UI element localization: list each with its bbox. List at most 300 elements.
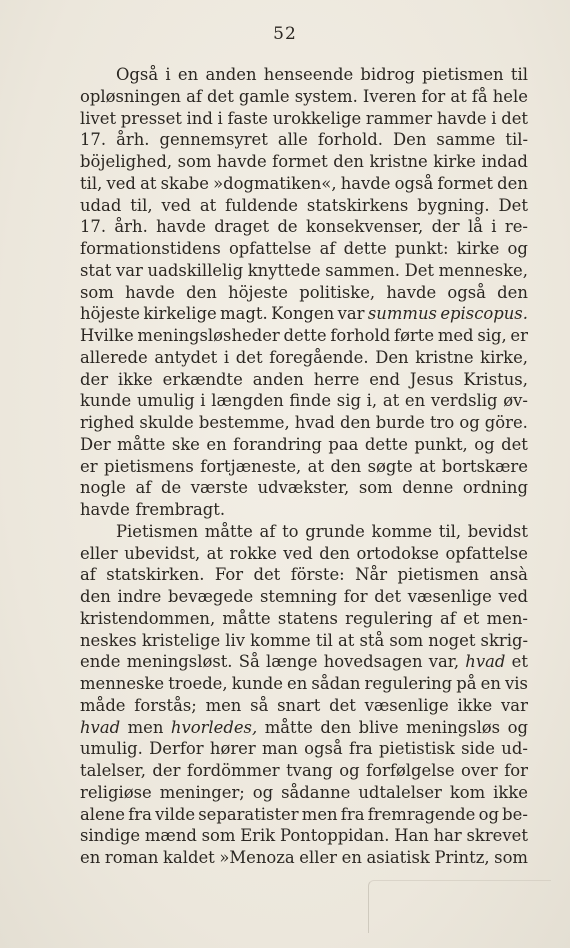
word: ortodokse: [356, 543, 439, 563]
word: den: [497, 282, 528, 302]
word: så: [250, 695, 269, 715]
word: allerede: [80, 347, 148, 367]
word: urokkelige: [272, 108, 362, 128]
word: for: [421, 86, 446, 106]
word: over: [461, 761, 498, 780]
word: asiatisk: [366, 848, 430, 867]
word: forhold.: [317, 130, 383, 150]
word: forhold: [330, 326, 391, 345]
word: de: [160, 478, 182, 498]
word: umulig: [136, 391, 195, 411]
word: menneske,: [438, 260, 528, 280]
word: udvækster,: [257, 478, 350, 498]
word: sådan: [311, 674, 361, 693]
word: Også: [116, 65, 159, 84]
word: ind: [186, 108, 213, 128]
word: den: [330, 456, 362, 476]
word: eller: [299, 848, 338, 867]
word: førte: [394, 326, 435, 345]
word: ikke: [457, 695, 493, 715]
word: ikke: [493, 782, 528, 802]
word: længden: [211, 391, 284, 411]
word: var,: [428, 652, 460, 672]
word: ved: [161, 195, 191, 215]
word: bidrog: [360, 65, 415, 84]
word: komme: [371, 521, 433, 541]
word: det: [501, 434, 528, 454]
word: ende: [80, 652, 121, 672]
word: statskirkens: [306, 195, 409, 215]
word: menneske: [80, 674, 165, 693]
word: også: [447, 282, 486, 302]
word: separatister: [198, 804, 299, 824]
word: af: [440, 608, 456, 628]
text-line: [80, 456, 528, 478]
word: som: [389, 630, 424, 650]
word: eller: [80, 543, 118, 563]
text-line: [80, 412, 528, 434]
word: af: [80, 565, 96, 585]
word: kunde: [80, 391, 132, 411]
word: i: [223, 347, 230, 367]
word: dette: [343, 239, 387, 258]
word: religiøse: [80, 782, 152, 802]
word: kirke,: [480, 347, 528, 367]
word: troede,: [168, 674, 228, 693]
word: det: [207, 86, 234, 106]
word: en: [177, 65, 199, 84]
word: verdslig: [430, 391, 498, 411]
word: hvorledes,: [170, 717, 258, 737]
word: punkt,: [414, 434, 468, 454]
word: havde: [156, 217, 206, 237]
word: og: [474, 434, 495, 454]
word: sig,: [477, 326, 507, 345]
word: det: [501, 108, 528, 128]
word: skrig-: [480, 630, 528, 650]
word: som: [201, 826, 236, 846]
word: det: [374, 587, 402, 606]
word: hele: [492, 86, 528, 106]
word: tro: [429, 413, 455, 432]
word: der: [80, 369, 109, 389]
text-line: [80, 738, 528, 760]
word: kunde: [231, 674, 283, 693]
word: re-: [504, 217, 528, 237]
word: også: [394, 173, 434, 193]
word: forfølgelse: [366, 761, 455, 780]
word: lå: [467, 217, 483, 237]
text-line: [80, 195, 528, 217]
word: anden: [205, 65, 257, 84]
word: Pietismen: [116, 521, 199, 541]
word: havde: [216, 152, 267, 171]
word: dette: [364, 434, 408, 454]
word: blive: [358, 717, 399, 737]
word: kirke: [433, 152, 476, 171]
word: et: [463, 608, 480, 628]
word: sindige: [80, 826, 141, 846]
word: få: [471, 86, 488, 106]
text-line: [80, 477, 528, 499]
word: man: [261, 739, 298, 759]
word: forstås;: [134, 695, 197, 715]
word: de: [277, 217, 298, 237]
text-line: [80, 586, 528, 608]
word: samme: [436, 130, 496, 150]
word: episcopus.: [440, 304, 528, 324]
word: Det: [498, 195, 528, 215]
text-line: [80, 216, 528, 238]
word: at: [419, 456, 436, 476]
text-line: [80, 630, 528, 652]
word: væsenlige: [364, 695, 449, 715]
word: draget: [214, 217, 270, 237]
word: årh.: [114, 217, 148, 237]
word: den: [333, 152, 364, 171]
word: ved: [498, 587, 528, 606]
word: opfattelse: [445, 543, 528, 563]
word: har: [433, 826, 462, 846]
word: den: [339, 413, 371, 432]
word: finde: [289, 391, 332, 411]
word: som: [80, 282, 114, 302]
word: system.: [294, 86, 358, 106]
page-number: 52: [273, 24, 297, 44]
word: længe: [266, 652, 318, 672]
word: Det: [404, 260, 435, 280]
word: presset: [120, 108, 182, 128]
word: af: [319, 239, 336, 258]
word: fra: [349, 739, 373, 759]
word: og: [507, 717, 528, 737]
word: sådanne: [281, 782, 351, 802]
word: Derfor: [149, 739, 204, 759]
word: er: [510, 326, 528, 345]
text-line: [80, 86, 528, 108]
word: konsekvenser,: [305, 217, 424, 237]
word: erkændte: [162, 369, 243, 389]
word: umulig.: [80, 739, 143, 759]
text-line: [80, 717, 528, 739]
word: kaldet: [163, 848, 215, 867]
word: fra: [128, 804, 152, 824]
word: ordning: [462, 478, 528, 498]
word: kristendommen,: [80, 608, 216, 628]
word: göre.: [484, 413, 528, 432]
word: regulering: [364, 674, 453, 693]
word: vilde: [155, 804, 196, 824]
word: stat: [80, 260, 112, 280]
word: 17.: [80, 217, 107, 237]
word: meningsløs: [406, 717, 501, 737]
word: et: [511, 652, 528, 672]
text-line: [80, 608, 528, 630]
word: det: [235, 347, 263, 367]
word: ved: [106, 173, 136, 193]
word: be-: [502, 804, 528, 824]
word: den: [497, 173, 528, 193]
text-line: [80, 325, 528, 347]
word: snart: [277, 695, 321, 715]
word: af: [186, 86, 202, 106]
word: og: [478, 804, 499, 824]
word: sammen.: [325, 260, 400, 280]
word: anden: [252, 369, 304, 389]
word: alene: [80, 804, 125, 824]
word: statens: [277, 608, 338, 628]
word: formet: [437, 173, 493, 193]
word: paa: [328, 434, 359, 454]
word: noget: [428, 630, 476, 650]
word: en: [80, 848, 101, 867]
word: men: [205, 695, 242, 715]
word: indre: [117, 587, 162, 606]
word: hvad: [294, 413, 335, 432]
word: i: [491, 108, 497, 128]
word: hvad: [80, 717, 121, 737]
text-line: [80, 434, 528, 456]
word: måde: [80, 695, 126, 715]
word: henseende: [263, 65, 354, 84]
word: udtalelser: [358, 782, 442, 802]
word: pietismen: [422, 65, 504, 84]
word: kirkelige: [143, 304, 217, 324]
text-line: [80, 521, 528, 543]
word: og: [339, 761, 360, 780]
word: stemning: [259, 587, 338, 606]
word: bygning.: [417, 195, 490, 215]
word: vis: [504, 674, 528, 693]
word: summus: [367, 304, 437, 324]
word: kom: [449, 782, 486, 802]
text-line: [80, 651, 528, 673]
word: righed: [80, 413, 135, 432]
word: der: [152, 761, 181, 780]
word: og: [507, 239, 528, 258]
word: skabe: [160, 173, 209, 193]
word: for: [504, 761, 528, 780]
word: fremragende: [367, 804, 476, 824]
word: som: [494, 848, 528, 867]
word: förste:: [290, 565, 345, 585]
word: Kristus,: [463, 369, 528, 389]
word: havde: [386, 282, 437, 302]
word: årh.: [116, 130, 150, 150]
word: kirke: [456, 239, 500, 258]
word: alle: [277, 130, 308, 150]
word: der: [431, 217, 460, 237]
word: måtte: [222, 608, 271, 628]
word: hovedsagen: [323, 652, 423, 672]
word: på: [456, 674, 477, 693]
word: side: [461, 739, 495, 759]
word: pietismen: [397, 565, 479, 585]
word: måtte: [204, 521, 253, 541]
word: Han: [394, 826, 429, 846]
word: fordömmer: [186, 761, 280, 780]
word: Så: [238, 652, 260, 672]
word: havde: [340, 173, 391, 193]
word: tvang: [286, 761, 333, 780]
word: og: [252, 782, 274, 802]
word: havde: [436, 108, 487, 128]
word: Den: [392, 130, 427, 150]
word: i: [200, 391, 206, 411]
word: komme: [250, 630, 311, 650]
text-line: [80, 369, 528, 391]
word: pietistisk: [378, 739, 455, 759]
word: i: [491, 217, 497, 237]
word: »Menoza: [219, 848, 295, 867]
word: kristne: [369, 152, 428, 171]
word: måtte: [117, 434, 166, 454]
word: to: [282, 521, 299, 541]
word: en: [404, 391, 426, 411]
word: det: [253, 565, 281, 585]
word: meningsløsheder: [137, 326, 280, 345]
word: bortskære: [441, 456, 528, 476]
word: søgte: [367, 456, 413, 476]
text-line: [80, 108, 528, 130]
text-line: [80, 260, 528, 282]
word: meninger;: [159, 782, 245, 802]
text-line: [80, 173, 528, 195]
word: ikke: [117, 369, 153, 389]
word: det: [329, 695, 356, 715]
word: af: [259, 521, 276, 541]
word: og: [459, 413, 480, 432]
word: denne: [402, 478, 454, 498]
word: ud-: [501, 739, 528, 759]
word: Der: [80, 434, 111, 454]
word: formet: [272, 152, 328, 171]
text-line: [80, 347, 528, 369]
word: höjeste: [80, 304, 140, 324]
word: fortjæneste,: [200, 456, 302, 476]
word: livet: [80, 108, 117, 128]
word: men: [301, 804, 338, 824]
word: höjeste: [228, 282, 288, 302]
word: at: [338, 630, 355, 650]
word: havde: [125, 282, 175, 302]
word: indad: [481, 152, 528, 171]
word: gennemsyret: [159, 130, 268, 150]
word: til: [510, 65, 528, 84]
text-line: [80, 129, 528, 151]
word: ubevidst,: [124, 543, 201, 563]
text-line: [80, 825, 528, 847]
word: værste: [190, 478, 248, 498]
word: til,: [80, 173, 103, 193]
word: Når: [355, 565, 388, 585]
word: en: [480, 674, 501, 693]
text-line: [80, 238, 528, 260]
word: ske: [171, 434, 200, 454]
word: ved: [283, 543, 313, 563]
word: pietismens: [103, 456, 194, 476]
word: neskes: [80, 630, 137, 650]
word: 17.: [80, 130, 107, 150]
text-line: [80, 782, 528, 804]
text-line: [80, 151, 528, 173]
word: opløsningen: [80, 86, 181, 106]
word: til,: [130, 195, 153, 215]
word: den: [320, 717, 352, 737]
word: knyttede: [247, 260, 321, 280]
word: liv: [225, 630, 246, 650]
word: Jesus: [409, 369, 454, 389]
word: var: [501, 695, 528, 715]
word: Iveren: [362, 86, 417, 106]
word: måtte: [264, 717, 313, 737]
word: fra: [340, 804, 365, 824]
text-line: [80, 760, 528, 782]
word: dette: [283, 326, 327, 345]
word: men-: [486, 608, 528, 628]
word: kristne: [415, 347, 474, 367]
text-line: [80, 64, 528, 86]
word: var: [116, 260, 143, 280]
word: foregående.: [269, 347, 369, 367]
word: som: [177, 152, 212, 171]
word: politiske,: [299, 282, 376, 302]
word: bestemme,: [198, 413, 290, 432]
word: meningsløst.: [126, 652, 233, 672]
word: at: [450, 86, 467, 106]
word: frembragt.: [135, 500, 226, 519]
word: udad: [80, 195, 122, 215]
word: at: [199, 195, 217, 215]
word: »dogmatiken«,: [213, 173, 337, 193]
word: af: [135, 478, 152, 498]
word: Erik: [240, 826, 276, 846]
word: i: [217, 108, 223, 128]
word: fuldende: [225, 195, 298, 215]
word: en: [287, 674, 308, 693]
word: kristelige: [141, 630, 221, 650]
word: den: [80, 587, 111, 606]
word: øv-: [503, 391, 528, 411]
text-line: [80, 543, 528, 565]
word: en: [341, 848, 362, 867]
word: mænd: [144, 826, 197, 846]
word: Pontoppidan.: [279, 826, 390, 846]
word: herre: [313, 369, 360, 389]
word: nogle: [80, 478, 126, 498]
word: med: [437, 326, 474, 345]
word: gamle: [238, 86, 290, 106]
text-line: [80, 804, 528, 826]
word: væsenlige: [407, 587, 492, 606]
word: i: [165, 65, 171, 84]
word: til: [315, 630, 333, 650]
word: end: [369, 369, 400, 389]
word: For: [214, 565, 244, 585]
word: i,: [366, 391, 378, 411]
word: Kongen: [271, 304, 335, 324]
word: hvad: [465, 652, 506, 672]
word: antydet: [154, 347, 218, 367]
word: var: [337, 304, 365, 324]
text-line: [80, 673, 528, 695]
word: forandring: [233, 434, 322, 454]
text-line: [80, 390, 528, 412]
text-line: [80, 564, 528, 586]
word: opfattelse: [228, 239, 312, 258]
word: for: [343, 587, 368, 606]
word: havde: [80, 500, 130, 519]
